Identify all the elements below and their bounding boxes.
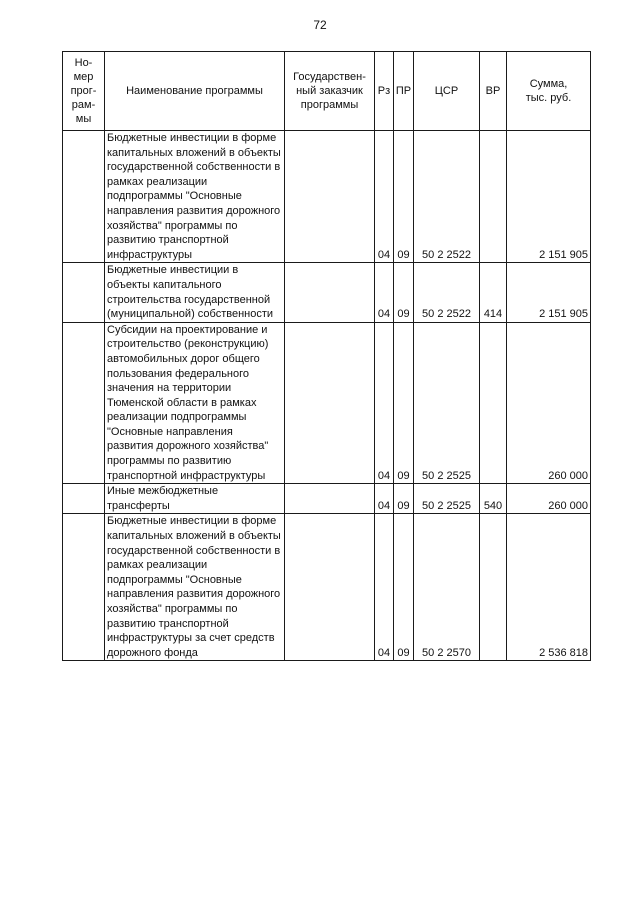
table-row: [63, 131, 591, 263]
table-row: [63, 514, 591, 661]
program-number-cell: [63, 131, 105, 263]
table-row: [63, 322, 591, 484]
page-number: 72: [313, 18, 327, 32]
rz-cell: 04: [375, 131, 394, 263]
table-row: [63, 263, 591, 322]
program-number-cell: [63, 263, 105, 322]
csr-cell: 50 2 2525: [414, 484, 480, 514]
pr-cell: 09: [394, 322, 414, 484]
program-name-cell: Бюджетные инвестиции в форме капитальных вложений в объекты государственной собственности в рамках реализации подпрограммы "Основные направления развития дорожного хозяйства" программы по развитию транспортной инфраструктуры за счет средств дорожного фонда: [105, 514, 285, 661]
program-number-cell: [63, 322, 105, 484]
program-number-cell: [63, 484, 105, 514]
customer-cell: [285, 322, 375, 484]
header-pr: ПР: [394, 52, 414, 131]
csr-cell: 50 2 2522: [414, 263, 480, 322]
sum-cell: 2 536 818: [507, 514, 591, 661]
sum-cell: 260 000: [507, 484, 591, 514]
rz-cell: 04: [375, 514, 394, 661]
header-csr: ЦСР: [414, 52, 480, 131]
sum-cell: 2 151 905: [507, 263, 591, 322]
rz-cell: 04: [375, 484, 394, 514]
header-program-name: Наименование программы: [105, 52, 285, 131]
customer-cell: [285, 131, 375, 263]
vr-cell: [480, 131, 507, 263]
pr-cell: 09: [394, 263, 414, 322]
customer-cell: [285, 263, 375, 322]
program-name-cell: Субсидии на проектирование и строительство (реконструкцию) автомобильных дорог общего пользования федерального значения на территории Тюменской области в рамках реализации подпрограммы "Основные направления развития дорожного хозяйства" программы по развитию транспортной инфраструктуры: [105, 322, 285, 484]
vr-cell: 414: [480, 263, 507, 322]
vr-cell: [480, 322, 507, 484]
csr-cell: 50 2 2525: [414, 322, 480, 484]
vr-cell: [480, 514, 507, 661]
customer-cell: [285, 484, 375, 514]
table-header-row: [63, 52, 591, 131]
program-name-cell: Бюджетные инвестиции в форме капитальных вложений в объекты государственной собственности в рамках реализации подпрограммы "Основные направления развития дорожного хозяйства" программы по развитию транспортной инфраструктуры: [105, 131, 285, 263]
program-name-cell: Иные межбюджетные трансферты: [105, 484, 285, 514]
sum-cell: 2 151 905: [507, 131, 591, 263]
header-rz: Рз: [375, 52, 394, 131]
pr-cell: 09: [394, 514, 414, 661]
csr-cell: 50 2 2570: [414, 514, 480, 661]
pr-cell: 09: [394, 484, 414, 514]
table-row: [63, 484, 591, 514]
budget-table: [62, 51, 591, 661]
customer-cell: [285, 514, 375, 661]
header-vr: ВР: [480, 52, 507, 131]
header-customer: Государствен- ный заказчик программы: [285, 52, 375, 131]
vr-cell: 540: [480, 484, 507, 514]
header-program-number: Но- мер прог- рам- мы: [63, 52, 105, 131]
rz-cell: 04: [375, 263, 394, 322]
pr-cell: 09: [394, 131, 414, 263]
csr-cell: 50 2 2522: [414, 131, 480, 263]
program-number-cell: [63, 514, 105, 661]
rz-cell: 04: [375, 322, 394, 484]
header-sum: Сумма, тыс. руб.: [507, 52, 591, 131]
program-name-cell: Бюджетные инвестиции в объекты капитального строительства государственной (муниципальной) собственности: [105, 263, 285, 322]
sum-cell: 260 000: [507, 322, 591, 484]
